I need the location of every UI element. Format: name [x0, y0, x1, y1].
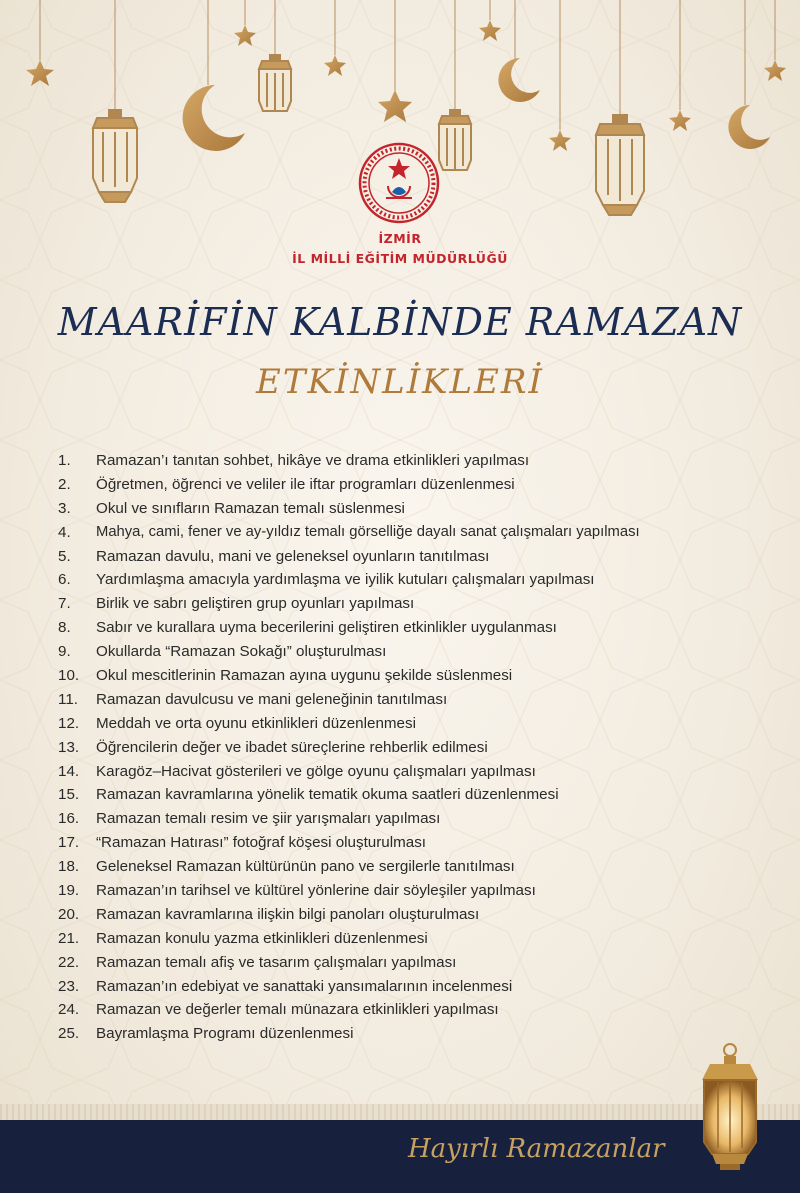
item-text: Ramazan temalı resim ve şiir yarışmaları yapılması [96, 810, 441, 828]
list-item [58, 568, 798, 592]
item-number: 15. [58, 786, 80, 804]
item-text: Ramazan ve değerler temalı münazara etkinlikleri yapılması [96, 1001, 499, 1019]
item-text: Ramazan’ı tanıtan sohbet, hikâye ve drama etkinlikleri yapılması [96, 452, 530, 469]
item-number: 7. [58, 595, 71, 613]
item-number: 10. [58, 667, 80, 685]
item-text: Geleneksel Ramazan kültürünün pano ve sergilerle tanıtılması [96, 858, 515, 876]
item-number: 19. [58, 882, 80, 900]
item-number: 24. [58, 1001, 80, 1019]
page-title: MAARİFİN KALBİNDE RAMAZAN [57, 300, 743, 344]
list-item [58, 975, 798, 999]
list-item [58, 449, 798, 473]
list-item [58, 521, 798, 545]
list-item [58, 664, 798, 688]
item-text: Mahya, cami, fener ve ay-yıldız temalı görselliğe dayalı sanat çalışmaları yapılması [96, 523, 640, 540]
ministry-emblem [358, 142, 440, 224]
list-item [58, 927, 798, 951]
item-number: 16. [58, 810, 80, 828]
item-number: 1. [58, 452, 71, 469]
item-text: Birlik ve sabrı geliştiren grup oyunları yapılması [96, 595, 415, 613]
item-text: Okul ve sınıfların Ramazan temalı süslenmesi [96, 499, 405, 517]
list-item [58, 783, 798, 807]
item-number: 22. [58, 953, 80, 971]
item-number: 11. [58, 690, 78, 708]
item-number: 2. [58, 475, 71, 493]
organization-name: İL MİLLİ EĞİTİM MÜDÜRLÜĞÜ [292, 251, 508, 266]
item-number: 25. [58, 1025, 80, 1043]
list-item [58, 807, 798, 831]
item-number: 23. [58, 977, 80, 995]
item-text: Ramazan kavramlarına yönelik tematik okuma saatleri düzenlenmesi [96, 786, 559, 804]
item-text: Bayramlaşma Programı düzenlenmesi [96, 1025, 354, 1043]
item-number: 21. [58, 929, 80, 947]
list-item [58, 903, 798, 927]
item-text: Ramazan temalı afiş ve tasarım çalışmaları yapılması [96, 953, 457, 971]
item-text: Ramazan’ın tarihsel ve kültürel yönlerine dair söyleşiler yapılması [96, 882, 536, 900]
item-text: “Ramazan Hatırası” fotoğraf köşesi oluşturulması [96, 834, 427, 852]
list-item [58, 951, 798, 975]
list-item [58, 736, 798, 760]
list-item [58, 712, 798, 736]
item-number: 13. [58, 738, 80, 756]
list-item [58, 879, 798, 903]
footer-greeting: Hayırlı Ramazanlar [408, 1134, 665, 1164]
item-number: 14. [58, 762, 80, 780]
item-text: Öğrencilerin değer ve ibadet süreçlerine rehberlik edilmesi [96, 738, 488, 756]
page-subtitle: ETKİNLİKLERİ [256, 362, 544, 402]
item-number: 17. [58, 834, 80, 852]
lantern-icon [680, 1042, 780, 1182]
item-text: Öğretmen, öğrenci ve veliler ile iftar programları düzenlenmesi [96, 475, 515, 493]
list-item [58, 473, 798, 497]
item-number: 4. [58, 523, 71, 541]
item-number: 9. [58, 643, 71, 661]
item-text: Ramazan kavramlarına ilişkin bilgi panoları oluşturulması [96, 905, 480, 923]
item-number: 18. [58, 858, 80, 876]
list-item [58, 688, 798, 712]
item-text: Ramazan davulu, mani ve geleneksel oyunların tanıtılması [96, 547, 490, 565]
list-item [58, 998, 798, 1022]
list-item [58, 592, 798, 616]
item-text: Ramazan’ın edebiyat ve sanattaki yansımalarının incelenmesi [96, 977, 513, 995]
item-number: 12. [58, 714, 80, 732]
item-number: 20. [58, 905, 80, 923]
item-number: 6. [58, 571, 71, 589]
item-text: Ramazan davulcusu ve mani geleneğinin tanıtılması [96, 690, 448, 708]
list-item [58, 855, 798, 879]
item-text: Karagöz–Hacivat gösterileri ve gölge oyunu çalışmaları yapılması [96, 762, 536, 780]
list-item [58, 497, 798, 521]
item-text: Okullarda “Ramazan Sokağı” oluşturulması [96, 643, 387, 661]
item-number: 5. [58, 547, 71, 565]
list-item [58, 760, 798, 784]
item-number: 8. [58, 619, 71, 637]
item-text: Okul mescitlerinin Ramazan ayına uygunu şekilde süslenmesi [96, 667, 513, 685]
activity-list [58, 449, 798, 1046]
item-text: Ramazan konulu yazma etkinlikleri düzenlenmesi [96, 929, 428, 947]
organization-city: İZMİR [378, 231, 422, 246]
item-text: Meddah ve orta oyunu etkinlikleri düzenlenmesi [96, 714, 416, 732]
list-item [58, 831, 798, 855]
list-item [58, 616, 798, 640]
item-number: 3. [58, 499, 71, 517]
item-text: Sabır ve kurallara uyma becerilerini geliştiren etkinlikler uygulanması [96, 619, 557, 637]
list-item [58, 640, 798, 664]
list-item [58, 545, 798, 569]
item-text: Yardımlaşma amacıyla yardımlaşma ve iyilik kutuları çalışmaları yapılması [96, 571, 595, 589]
